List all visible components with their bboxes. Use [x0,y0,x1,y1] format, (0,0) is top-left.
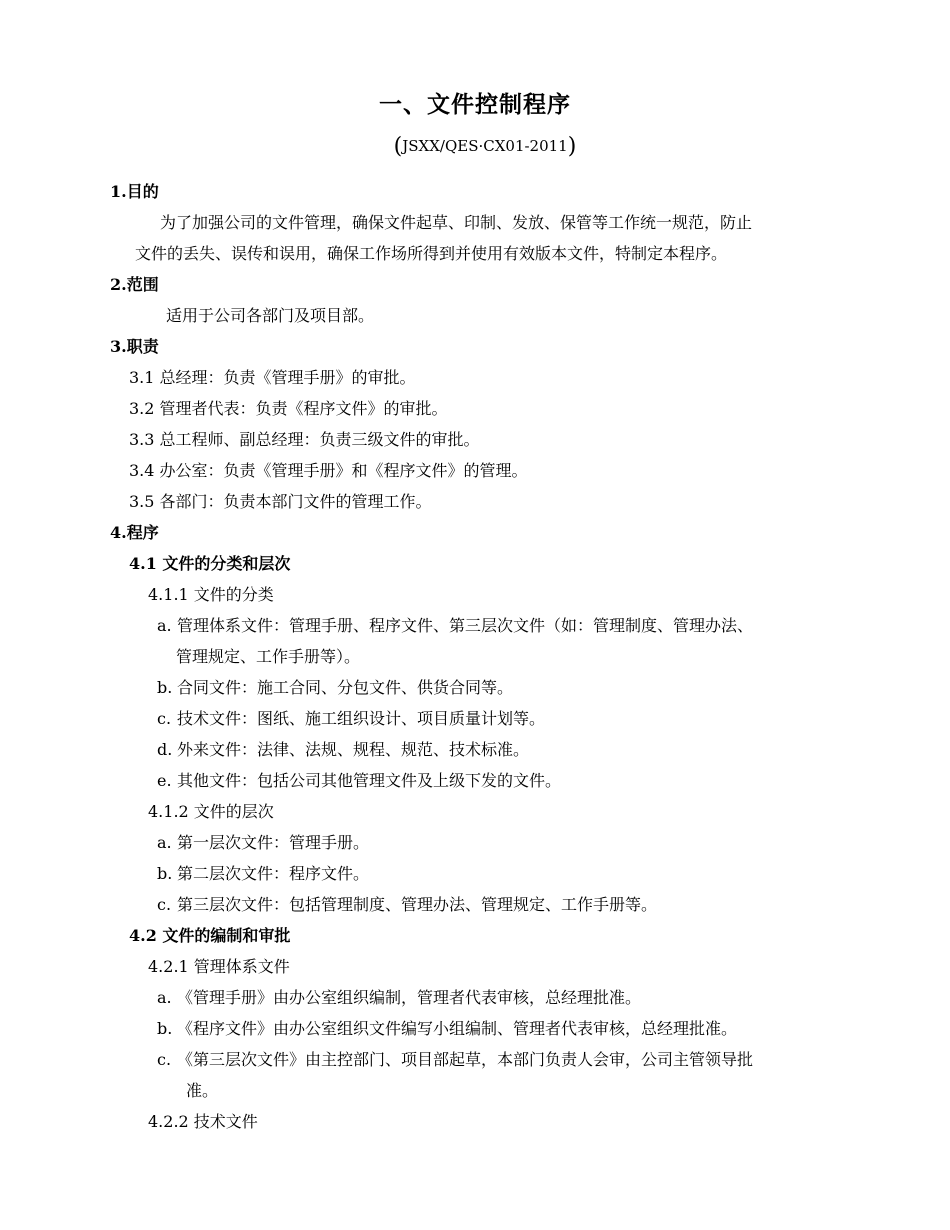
list-item-continuation: 准。 [186,1081,219,1100]
code-paren-close: ) [567,134,577,159]
clause-4-1-2-heading: 4.1.2 文件的层次 [148,802,274,821]
list-text: 合同文件：施工合同、分包文件、供货合同等。 [177,678,514,697]
list-label: b. [157,678,173,697]
list-label: e. [157,771,172,790]
list-text: 技术文件：图纸、施工组织设计、项目质量计划等。 [177,709,546,728]
list-text: 《第三层次文件》由主控部门、项目部起草，本部门负责人会审，公司主管领导批 [177,1050,754,1069]
section-scope-heading: 2.范围 [110,275,159,294]
section-responsibilities-heading: 3.职责 [110,337,159,356]
list-item [157,1018,737,1040]
scope-paragraph: 适用于公司各部门及项目部。 [166,306,375,325]
code-text: JSXX/QES·CX01-2011 [402,137,568,155]
list-item-continuation: 管理规定、工作手册等）。 [176,647,361,666]
list-label: b. [157,1019,173,1038]
list-item [157,894,657,916]
code-paren-open: ( [393,134,403,159]
list-text: 外来文件：法律、法规、规程、规范、技术标准。 [177,740,530,759]
list-label: a. [157,616,172,635]
list-item [157,615,753,637]
list-item [157,739,529,761]
list-text: 第三层次文件：包括管理制度、管理办法、管理规定、工作手册等。 [177,895,658,914]
list-item [157,708,545,730]
clause-4-2-2-heading: 4.2.2 技术文件 [148,1112,258,1131]
list-text: 《程序文件》由办公室组织文件编写小组编制、管理者代表审核，总经理批准。 [177,1019,738,1038]
list-label: b. [157,864,173,883]
responsibility-item: 3.3 总工程师、副总经理：负责三级文件的审批。 [129,430,480,449]
list-text: 其他文件：包括公司其他管理文件及上级下发的文件。 [177,771,562,790]
document-code [0,134,950,159]
subsection-4-2-heading: 4.2 文件的编制和审批 [129,926,291,945]
document-title: 一、文件控制程序 [379,92,571,118]
list-item [157,863,369,885]
list-text: 《管理手册》由办公室组织编制，管理者代表审核，总经理批准。 [177,988,642,1007]
list-label: d. [157,740,173,759]
purpose-paragraph-line-2: 文件的丢失、误传和误用，确保工作场所得到并使用有效版本文件，特制定本程序。 [135,244,728,263]
responsibility-item: 3.1 总经理：负责《管理手册》的审批。 [129,368,416,387]
list-label: c. [157,709,172,728]
list-label: a. [157,988,172,1007]
section-procedure-heading: 4.程序 [110,523,159,542]
clause-4-1-1-heading: 4.1.1 文件的分类 [148,585,274,604]
responsibility-item: 3.4 办公室：负责《管理手册》和《程序文件》的管理。 [129,461,528,480]
list-item [157,987,641,1009]
list-item [157,770,561,792]
list-label: c. [157,1050,172,1069]
list-item [157,832,369,854]
subsection-4-1-heading: 4.1 文件的分类和层次 [129,554,291,573]
list-text: 第二层次文件：程序文件。 [177,864,370,883]
list-item [157,1049,753,1071]
list-text: 管理体系文件：管理手册、程序文件、第三层次文件（如：管理制度、管理办法、 [177,616,754,635]
responsibility-item: 3.5 各部门：负责本部门文件的管理工作。 [129,492,432,511]
section-purpose-heading: 1.目的 [110,182,159,201]
clause-4-2-1-heading: 4.2.1 管理体系文件 [148,957,290,976]
responsibility-item: 3.2 管理者代表：负责《程序文件》的审批。 [129,399,448,418]
list-label: a. [157,833,172,852]
list-text: 第一层次文件：管理手册。 [177,833,370,852]
list-item [157,677,513,699]
list-label: c. [157,895,172,914]
purpose-paragraph-line-1: 为了加强公司的文件管理，确保文件起草、印制、发放、保管等工作统一规范，防止 [160,213,753,232]
